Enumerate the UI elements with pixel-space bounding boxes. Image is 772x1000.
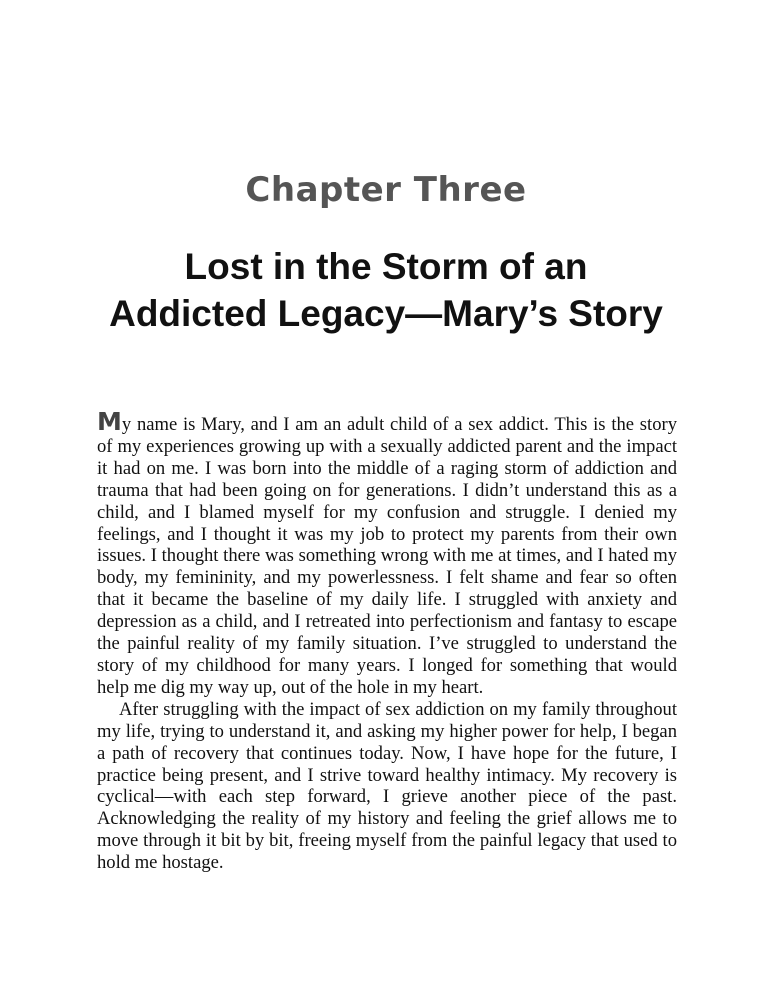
paragraph-2: After struggling with the impact of sex addiction on my family throughout my life, trying to understand it, and asking my higher power for help, I began a path of recovery that continues today. Now, I have hope for the future, I practice being present, and I strive toward healthy intimacy. My recovery is cyclical—with each step forward, I grieve another piece of the past. Acknowledging the reality of my history and feeling the grief allows me to move through it bit by bit, freeing myself from the painful legacy that used to hold me hostage. (97, 698, 677, 874)
paragraph-1 (97, 409, 677, 699)
chapter-body (97, 409, 677, 874)
paragraph-1-text: y name is Mary, and I am an adult child of a sex addict. This is the story of my experiences growing up with a sexually addicted parent and the impact it had on me. I was born into the middle of a raging storm of addiction and trauma that had been going on for generations. I didn’t understand this as a child, and I blamed myself for my confusion and struggle. I denied my feelings, and I thought it was my job to protect my parents from their own issues. I thought there was something wrong with me at times, and I hated my body, my femininity, and my powerlessness. I felt shame and fear so often that it became the baseline of my daily life. I struggled with anxiety and depression as a child, and I retreated into perfectionism and fantasy to escape the painful reality of my family situation. I’ve struggled to understand the story of my childhood for many years. I longed for something that would help me dig my way up, out of the hole in my heart. (97, 414, 677, 698)
drop-cap-initial: M (97, 407, 122, 436)
chapter-title-line-1: Lost in the Storm of an (184, 246, 588, 287)
chapter-title (60, 243, 712, 337)
chapter-number-heading: Chapter Three (245, 170, 527, 210)
chapter-title-line-2: Addicted Legacy—Mary’s Story (109, 293, 663, 334)
